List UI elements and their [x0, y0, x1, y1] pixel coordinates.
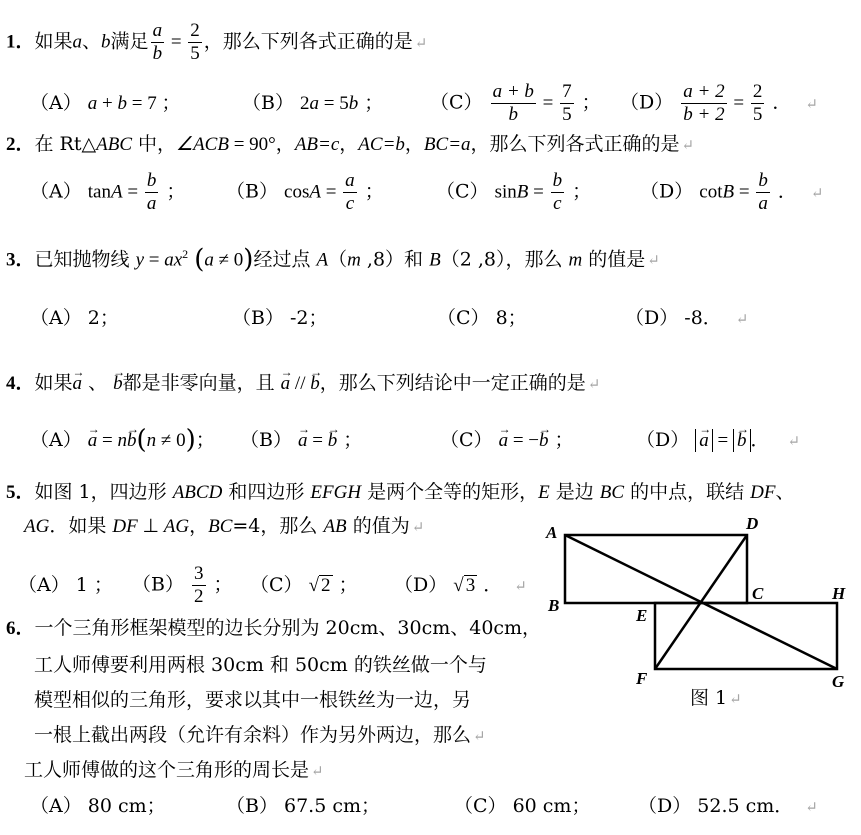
label-c: C: [752, 584, 764, 603]
q2-stem: 2．在 Rt△ABC 中，∠ACB = 90°，AB=c，AC=b，BC=a，那么下列各式正确的是 ↵: [6, 133, 695, 155]
q4-options: （A） → a = n→ b(n ≠ 0)； （B） → a = → b ； （C） → a = −→ b ； （D） → a = → b ． ↵: [30, 428, 800, 453]
q1-fraction-ab: $\frac{a}{b}$: [152, 20, 163, 64]
label-h: H: [832, 584, 846, 603]
q3-options: （A） 2； （B） -2； （C） 8； （D） -8． ↵: [30, 307, 749, 329]
q6-line2: 工人师傅要利用两根 30cm 和 50cm 的铁丝做一个与: [34, 654, 487, 676]
figure-1-rectangles: [540, 512, 856, 712]
q6-line3: 模型相似的三角形，要求以其中一根铁丝为一边，另: [34, 689, 472, 711]
q6-line5: 工人师傅做的这个三角形的周长是 ↵: [24, 759, 324, 781]
q5-options: （A） 1 ； （B） $\frac{3}{2}$ ； （C） √ 2 ； （D） √ 3 ． ↵: [18, 563, 527, 607]
return-mark-icon: ↵: [414, 33, 428, 52]
rectangle-efgh: [655, 603, 837, 669]
q1-fraction-25: $\frac{2}{5}$: [190, 20, 200, 64]
q6-line4: 一根上截出两段（允许有余料）作为另外两边，那么 ↵: [34, 724, 486, 746]
q5-stem-line2: AG．如果 DF ⊥ AG，BC=4，那么 AB 的值为 ↵: [24, 515, 425, 537]
label-b: B: [548, 596, 560, 615]
label-e: E: [636, 606, 648, 625]
q6-line1: 6．一个三角形框架模型的边长分别为 20cm、30cm、40cm，: [6, 617, 542, 639]
label-d: D: [746, 514, 759, 533]
q4-stem: 4．如果→ a 、 → b都是非零向量，且 → a // → b，那么下列结论中一定正确的是 ↵: [6, 371, 600, 396]
q3-stem: 3．已知抛物线 $y = ax^2$ (a ≠ 0)经过点 A（m ,8）和 B（2 ,8），那么 m 的值是 ↵: [6, 244, 660, 275]
label-g: G: [832, 672, 845, 691]
q1-stem: 1．如果a、b满足 $\frac{a}{b}$ = $\frac{2}{5}$ ，那么下列各式正确的是 ↵: [6, 20, 428, 64]
label-a: A: [546, 523, 558, 542]
q2-options: （A） tanA = $\frac{b}{a}$ ； （B） cosA = $\frac{a}{c}$ ； （C） sinB = $\frac{b}{c}$ ； （D） cotB = $\frac{b}{a}$ ． ↵: [30, 170, 824, 214]
label-f: F: [636, 669, 648, 688]
figure-caption: 图 1 ↵: [690, 687, 742, 709]
q5-stem: 5．如图 1，四边形 ABCD 和四边形 EFGH 是两个全等的矩形，E 是边 BC 的中点，联结 DF、: [6, 481, 795, 503]
q1-options: （A） a + b = 7 ； （B） 2a = 5b ； （C） $\frac{a + b}{b}$ = $\frac{7}{5}$ ； （D） $\frac{a + 2}{b + 2}$ = $\frac{2}{5}$ ． ↵: [30, 81, 818, 125]
q6-options: （A） 80 cm； （B） 67.5 cm； （C） 60 cm； （D） 52.5 cm． ↵: [30, 795, 818, 817]
rectangle-abcd: [565, 535, 747, 603]
